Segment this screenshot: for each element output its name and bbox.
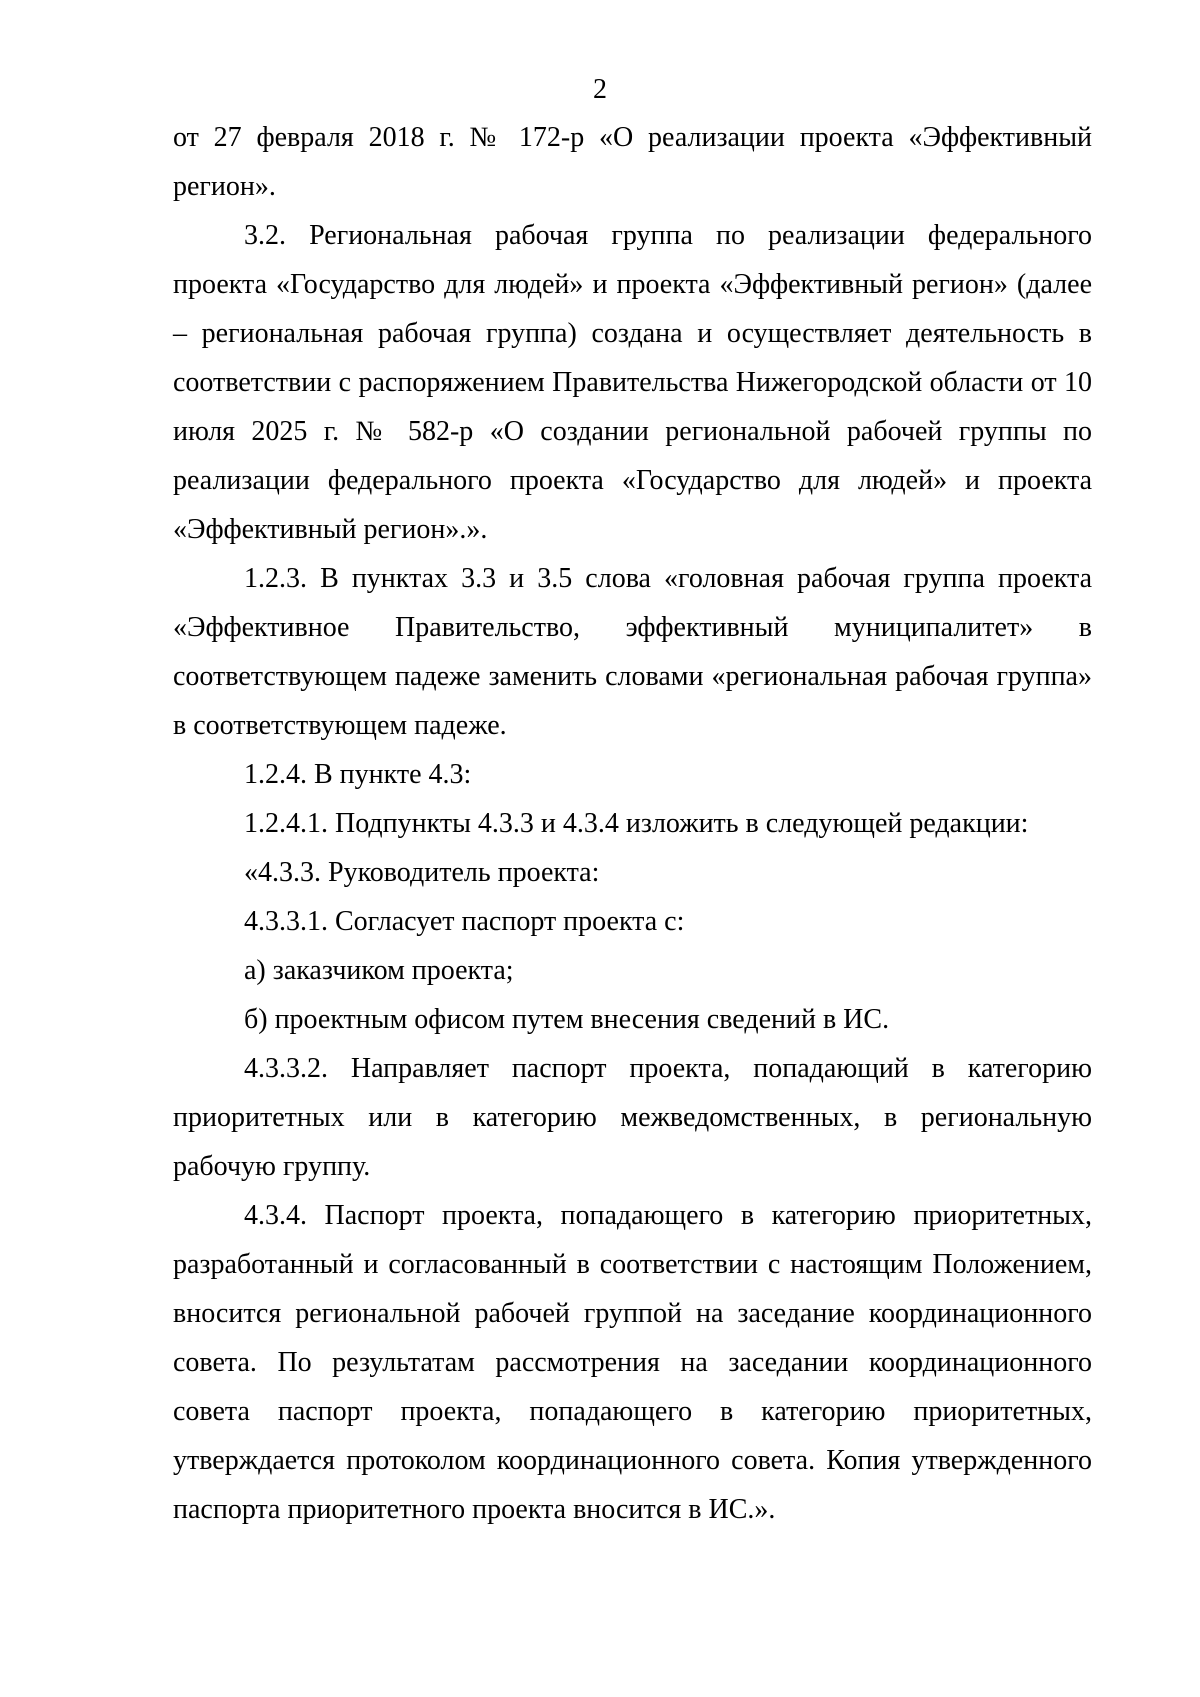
paragraph-3-2: 3.2. Региональная рабочая группа по реализации федерального проекта «Государство для людей» и проекта «Эффективный регион» (далее – региональная рабочая группа) создана и осуществляет деятельность в соответствии с распоряжением Правительства Нижегородской области от 10 июля 2025 г. № 582-р «О создании региональной рабочей группы по реализации федерального проекта «Государство для людей» и проекта «Эффективный регион».».	[173, 220, 1092, 545]
paragraph-1-2-4-1: 1.2.4.1. Подпункты 4.3.3 и 4.3.4 изложить в следующей редакции:	[244, 808, 1029, 839]
paragraph-4-3-3-2: 4.3.3.2. Направляет паспорт проекта, попадающий в категорию приоритетных или в категорию межведомственных, в региональную рабочую группу.	[173, 1053, 1092, 1182]
paragraph-4-3-3: «4.3.3. Руководитель проекта:	[244, 857, 600, 888]
paragraph-4-3-4: 4.3.4. Паспорт проекта, попадающего в категорию приоритетных, разработанный и согласованный в соответствии с настоящим Положением, вносится региональной рабочей группой на заседание координационного совета. По результатам рассмотрения на заседании координационного совета паспорт проекта, попадающего в категорию приоритетных, утверждается протоколом координационного совета. Копия утвержденного паспорта приоритетного проекта вносится в ИС.».	[173, 1200, 1092, 1525]
list-item-a: а) заказчиком проекта;	[244, 955, 514, 986]
paragraph-4-3-3-1: 4.3.3.1. Согласует паспорт проекта с:	[244, 906, 685, 937]
paragraph-continuation: от 27 февраля 2018 г. № 172-р «О реализации проекта «Эффективный регион».	[173, 122, 1092, 202]
list-item-b: б) проектным офисом путем внесения сведений в ИС.	[244, 1004, 890, 1035]
document-body	[173, 113, 1092, 1534]
paragraph-1-2-4: 1.2.4. В пункте 4.3:	[244, 759, 472, 790]
page-number: 2	[593, 74, 607, 105]
paragraph-1-2-3: 1.2.3. В пунктах 3.3 и 3.5 слова «головная рабочая группа проекта «Эффективное Правительство, эффективный муниципалитет» в соответствующем падеже заменить словами «региональная рабочая группа» в соответствующем падеже.	[173, 563, 1092, 741]
